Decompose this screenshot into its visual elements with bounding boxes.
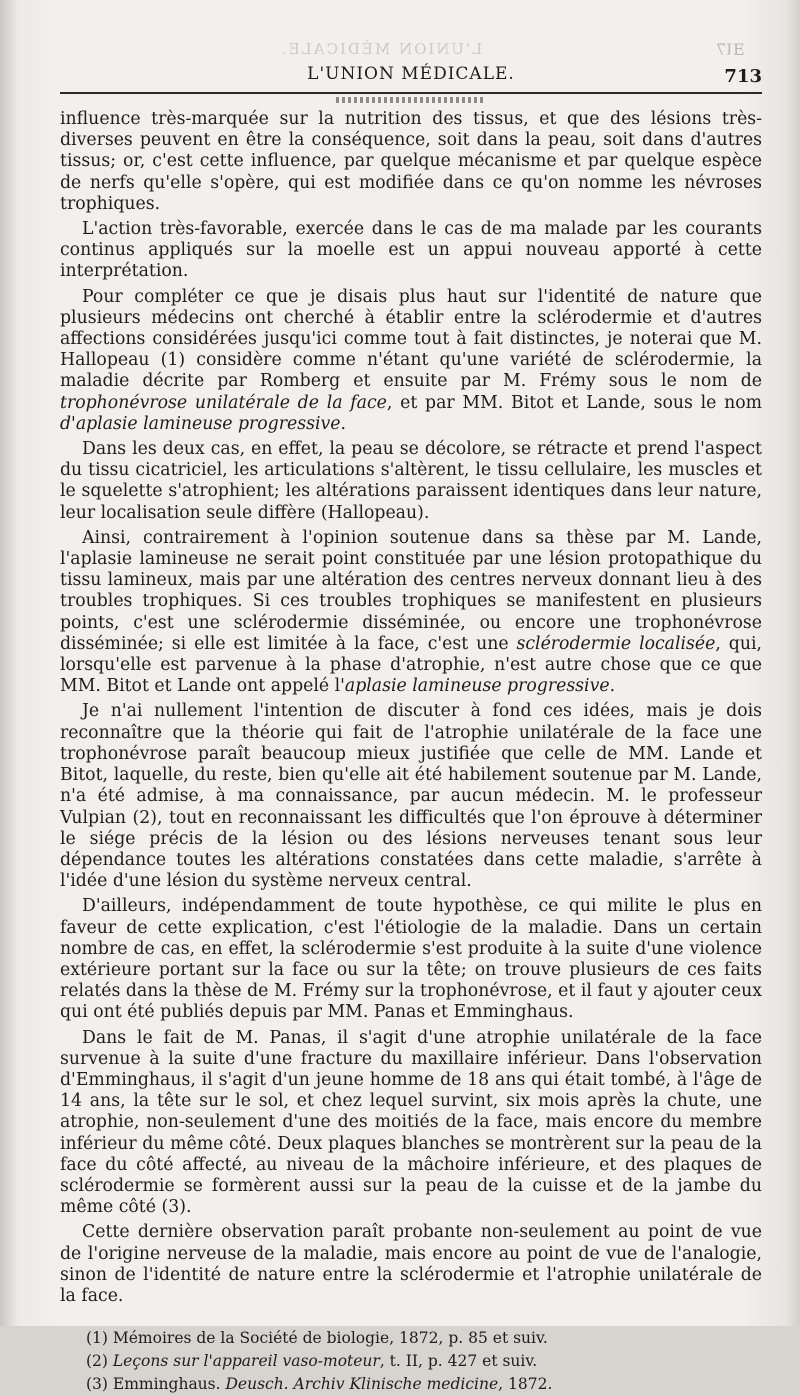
- text-run: Je n'ai nullement l'intention de discuter à fond ces idées, mais je dois reconnaître que la théorie qui fait de l'atrophie unilatérale de la face une trophonévrose paraît beaucoup mieux justifiée que celle de MM. Lande et Bitot, laquelle, du reste, bien qu'elle ait été habilement soutenue par M. Lande, n'a été admise, à ma connaissance, par aucun médecin. M. le professeur Vulpian (2), tout en reconnaissant les difficultés que l'on éprouve à déterminer le siége précis de la lésion ou des lésions nerveuses tenant sous leur dépendance toutes les altérations constatées dans cette maladie, s'arrête à l'idée d'une lésion du système nerveux central.: [60, 701, 762, 892]
- footnote: [86, 1373, 762, 1396]
- page-header: [60, 62, 762, 94]
- paragraph: [60, 109, 762, 215]
- text-run: Dans le fait de M. Panas, il s'agit d'une atrophie unilatérale de la face survenue à la suite d'une fracture du maxillaire inférieur. Dans l'observation d'Emminghaus, il s'agit d'un jeune homme de 18 ans qui était tombé, à l'âge de 14 ans, la tête sur le sol, et chez lequel survint, six mois après la chute, une atrophie, non-seulement d'une des moitiés de la face, mais encore du membre inférieur du même côté. Deux plaques blanches se montrèrent sur la peau de la face du côté affecté, au niveau de la mâchoire inférieure, et des plaques de sclérodermie se formèrent aussi sur la peau de la cuisse et de la jambe du même côté (3).: [60, 1027, 762, 1218]
- text-run: (3) Emminghaus.: [86, 1375, 226, 1394]
- text-run: , 1872.: [498, 1375, 553, 1394]
- text-run: Cette dernière observation paraît probante non-seulement au point de vue de l'origine nerveuse de la maladie, mais encore au point de vue de l'analogie, sinon de l'identité de nature entre la sclérodermie et l'atrophie unilatérale de la face.: [60, 1222, 762, 1306]
- text-run: , qui, lorsqu'elle est parvenue à la phase d'atrophie, n'est autre chose que ce que MM. Bitot et Lande ont appelé l': [60, 633, 762, 697]
- text-run: (1) Mémoires de la Société de biologie, 1872, p. 85 et suiv.: [86, 1329, 548, 1348]
- italic-text: aplasie lamineuse progressive: [344, 676, 610, 697]
- text-run: (2): [86, 1352, 113, 1371]
- italic-text: Deusch. Archiv Klinische medicine: [225, 1375, 499, 1394]
- italic-text: Leçons sur l'appareil vaso-moteur: [112, 1352, 380, 1371]
- header-ornament: [336, 97, 486, 103]
- paragraph: [60, 1222, 762, 1307]
- text-run: .: [340, 413, 346, 434]
- paragraph: [60, 287, 762, 435]
- italic-text: sclérodermie localisée: [516, 633, 716, 654]
- footnote: [86, 1327, 762, 1350]
- text-run: Ainsi, contrairement à l'opinion soutenue dans sa thèse par M. Lande, l'aplasie lamineuse ne serait point constituée par une lésion protopathique du tissu lamineux, mais par une altération des centres nerveux donnant lieu à des troubles trophiques. Si ces troubles trophiques se manifestent en plusieurs points, c'est une sclérodermie disséminée, ou encore une trophonévrose disséminée; si elle est limitée à la face, c'est une: [60, 527, 762, 654]
- text-run: D'ailleurs, indépendamment de toute hypothèse, ce qui milite le plus en faveur de cette explication, c'est l'étiologie de la maladie. Dans un certain nombre de cas, en effet, la sclérodermie s'est produite à la suite d'une violence extérieure portant sur la face ou sur la tête; on trouve plusieurs de ces faits relatés dans la thèse de M. Frémy sur la trophonévrose, et il faut y ajouter ceux qui ont été publiés depuis par MM. Panas et Emminghaus.: [60, 896, 762, 1023]
- footnote: [86, 1350, 762, 1373]
- text-run: Dans les deux cas, en effet, la peau se décolore, se rétracte et prend l'aspect du tissu cicatriciel, les articulations s'altèrent, le tissu cellulaire, les muscles et le squelette s'atrophient; les altérations paraissent identiques dans leur nature, leur localisation seule diffère (Hallopeau).: [60, 439, 762, 523]
- page-number: 713: [724, 66, 762, 87]
- bleed-through-page-number: ƎƖ7: [715, 40, 744, 59]
- paragraph: [60, 219, 762, 283]
- running-title: L'UNION MÉDICALE.: [307, 64, 515, 84]
- paragraph: [60, 439, 762, 524]
- article-body: [60, 109, 762, 1307]
- text-run: , et par MM. Bitot et Lande, sous le nom: [386, 392, 763, 413]
- text-run: influence très-marquée sur la nutrition des tissus, et que des lésions très-diverses peuvent en être la conséquence, soit dans la peau, soit dans d'autres tissus; or, c'est cette influence, par quelque mécanisme et par quelque espèce de nerfs qu'elle s'opère, qui est modifiée dans ce qu'on nomme les névroses trophiques.: [60, 109, 762, 214]
- footnotes: [60, 1327, 762, 1396]
- bleed-through-title: L'UNION MÉDICALE.: [280, 40, 483, 58]
- paragraph: [60, 701, 762, 892]
- text-run: , t. II, p. 427 et suiv.: [379, 1352, 538, 1371]
- text-run: .: [609, 676, 616, 697]
- text-run: Pour compléter ce que je disais plus haut sur l'identité de nature que plusieurs médecins ont cherché à établir entre la sclérodermie et d'autres affections considérées jusqu'ici comme tout à fait distinctes, je noterai que M. Hallopeau (1) considère comme n'étant qu'une variété de sclérodermie, la maladie décrite par Romberg et ensuite par M. Frémy sous le nom de: [60, 286, 762, 392]
- text-run: L'action très-favorable, exercée dans le cas de ma malade par les courants continus appliqués sur la moelle est un appui nouveau apporté à cette interprétation.: [60, 219, 762, 282]
- italic-text: trophonévrose unilatérale de la face: [60, 392, 387, 413]
- italic-text: d'aplasie lamineuse progressive: [60, 413, 341, 434]
- paragraph: [60, 528, 762, 698]
- paragraph: [60, 1028, 762, 1219]
- paragraph: [60, 896, 762, 1023]
